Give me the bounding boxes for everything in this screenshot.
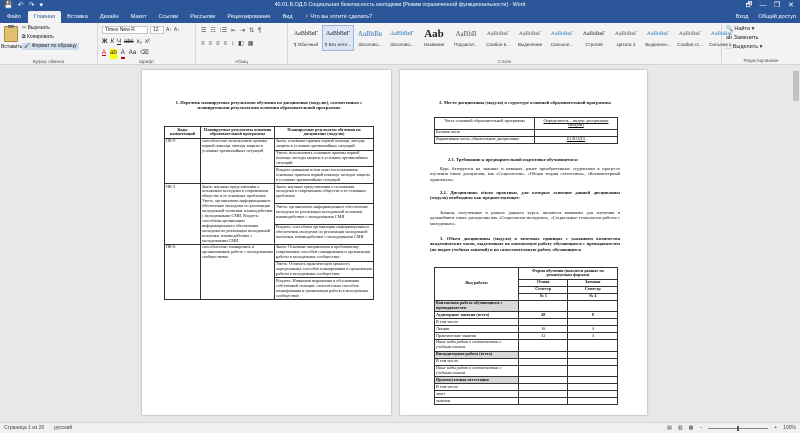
tab-file[interactable]: Файл	[7, 14, 21, 20]
font-color-button[interactable]: A	[121, 49, 125, 59]
program-part-table	[434, 117, 618, 144]
style-name: Заголово...	[358, 42, 382, 47]
table-header: Определитель – индекс дисциплины (модуля)	[535, 118, 618, 130]
page1-heading: 1. Перечень планируемых результатов обучения по дисциплине (модулю), соотнесенных с планируемыми результатами освоения образовательной программы	[175, 100, 363, 111]
align-center-icon[interactable]: ≡	[208, 41, 213, 47]
style-sample: AaBbВвГ	[582, 31, 606, 37]
font-group-label: Шрифт	[138, 59, 155, 64]
style-item[interactable]	[322, 25, 354, 51]
tab-references[interactable]: Ссылки	[158, 14, 179, 20]
table-cell	[568, 358, 618, 365]
learning-result: Уметь: организовать информационное обеспечение молодежи по реализации молодежной политики, взаимодействие с молодежными СМИ	[275, 204, 374, 224]
bullets-icon[interactable]: ☰	[201, 28, 207, 34]
style-item[interactable]	[578, 25, 610, 51]
section-2-2-heading: 2.2. Дисциплины и/или практики, для которых освоение данной дисциплины (модуля) необходимо как предшествующее:	[430, 190, 620, 201]
style-item[interactable]	[418, 25, 450, 51]
zoom-out-icon[interactable]: −	[699, 425, 703, 431]
underline-button[interactable]: Ч	[116, 39, 121, 45]
print-layout-icon[interactable]: ▥	[677, 425, 683, 431]
table-cell: зачет	[435, 391, 519, 398]
style-item[interactable]	[386, 25, 418, 51]
table-cell: 4	[568, 333, 618, 340]
style-sample: AaBbВвГ	[550, 31, 574, 37]
table-cell	[568, 339, 618, 351]
section-2-2-text: Знания, полученные в рамках данного курса, являются важными для изучения в дальнейшем таких дисциплин как «Социология молодежи», «Социальные технологии работы с молодежью».	[430, 210, 620, 226]
style-sample: AaBbВвГ	[486, 31, 510, 37]
table-cell: В том числе:	[435, 358, 519, 365]
highlight-button[interactable]: ab	[110, 49, 117, 59]
tell-me-box[interactable]: ♀ Что вы хотите сделать?	[304, 14, 373, 20]
zoom-slider-knob[interactable]	[737, 426, 739, 431]
style-item[interactable]	[354, 25, 386, 51]
style-sample: AaBbВвГ	[710, 31, 734, 37]
tab-insert[interactable]: Вставка	[67, 14, 88, 20]
style-name: Название	[423, 42, 445, 47]
tab-home[interactable]: Главная	[28, 11, 61, 23]
competency-code: ПК-3	[165, 184, 201, 245]
superscript-button[interactable]: x²	[145, 39, 151, 45]
table-header: Коды компетенций	[165, 127, 201, 139]
table-row	[435, 326, 618, 333]
style-sample: AaBbВвГ	[389, 31, 415, 37]
font-name-select[interactable]: Times New R	[102, 26, 148, 34]
cut-button[interactable]: ✂ Вырезать	[22, 25, 50, 31]
table-cell: Контактная работа обучающихся с преподавателем	[435, 300, 519, 312]
table-row	[435, 377, 618, 384]
style-item[interactable]	[674, 25, 706, 51]
minimize-icon[interactable]: —	[759, 2, 767, 9]
clipboard-group	[0, 23, 98, 65]
align-left-icon[interactable]: ≡	[201, 41, 205, 47]
table-cell	[519, 391, 568, 398]
table-header: Планируемые результаты обучения по дисциплине (модулю)	[275, 127, 374, 139]
table-cell: Внеаудиторная работа (всего)	[435, 351, 519, 358]
paragraph-group	[196, 23, 288, 65]
section-2-heading: 2. Место дисциплины (модуля) в структуре основной образовательной программы	[439, 100, 611, 105]
table-row	[435, 351, 618, 358]
table-cell	[568, 377, 618, 384]
clipboard-group-label: Буфер обмена	[32, 59, 65, 64]
table-cell	[519, 365, 568, 377]
table-row	[435, 300, 618, 312]
table-header: Планируемые результаты освоения образовательной программы	[201, 127, 275, 139]
learning-result: Знать: основные приемы первой помощи, методы защиты в условиях чрезвычайных ситуаций	[275, 138, 374, 150]
table-cell	[568, 391, 618, 398]
workload-table	[434, 267, 618, 405]
undo-icon[interactable]: ↶	[17, 2, 24, 9]
table-row	[165, 138, 374, 150]
vertical-scrollbar[interactable]	[792, 65, 800, 422]
editing-group-label: Редактирование	[743, 58, 779, 63]
style-item[interactable]	[642, 25, 674, 51]
table-cell: Аудиторные занятия (всего)	[435, 312, 519, 319]
style-item[interactable]	[450, 25, 482, 51]
sign-in-link[interactable]: Вход	[735, 14, 749, 20]
style-name: Цитата 2	[616, 42, 636, 47]
replace-button[interactable]: ab Заменить	[726, 35, 759, 41]
borders-icon[interactable]: ▦	[247, 41, 254, 47]
style-name: Выделение	[517, 42, 543, 47]
table-row	[435, 391, 618, 398]
table-cell: Промежуточная аттестация	[435, 377, 519, 384]
table-cell	[519, 339, 568, 351]
tab-view[interactable]: Вид	[282, 14, 293, 20]
zoom-in-icon[interactable]: +	[774, 425, 778, 431]
table-cell	[535, 129, 618, 136]
ribbon-display-icon[interactable]: 🗗	[745, 2, 753, 9]
section-2-1-heading: 2.1. Требования к предварительной подготовке обучающегося:	[448, 157, 579, 162]
table-cell: Лекции	[435, 326, 519, 333]
table-cell: 32	[519, 333, 568, 340]
style-name: ¶ Обычный	[293, 42, 319, 47]
maximize-icon[interactable]: ❐	[773, 2, 781, 9]
style-sample: Aab	[424, 28, 444, 40]
style-item[interactable]	[290, 25, 322, 51]
table-cell	[519, 300, 568, 312]
scroll-thumb[interactable]	[793, 71, 799, 101]
style-sample: AaBbВвГ	[325, 31, 351, 37]
tab-design[interactable]: Дизайн	[99, 14, 119, 20]
learning-result: Уметь: Отличать практическую ценность определенных способов планирования и организации работы в молодежных сообществах	[276, 261, 372, 276]
table-cell: 16	[519, 326, 568, 333]
style-sample: AaBbВвГ	[518, 31, 542, 37]
web-layout-icon[interactable]: ▦	[688, 425, 694, 431]
style-item[interactable]	[610, 25, 642, 51]
table-row	[435, 365, 618, 377]
table-header: № 1	[519, 293, 568, 300]
table-cell	[519, 384, 568, 391]
document-page-2[interactable]	[400, 70, 647, 415]
style-name: Строгий	[585, 42, 603, 47]
table-cell: Вариативная часть, обязательные дисциплины	[435, 136, 535, 143]
table-header: Форма обучения (вносятся данные по реализуемым формам)	[519, 268, 618, 280]
section-3-heading: 3. Объем дисциплины (модуля) в зачетных единицах с указанием количества академических часов, выделенных на контактную работу обучающихся с преподавателем (по видам учебных занятий) и на самостоятельную работу обучающихся	[430, 236, 620, 252]
table-header: № 4	[568, 293, 618, 300]
select-button[interactable]: ⬚ Выделить ▾	[726, 44, 763, 50]
style-name: Сильная с...	[709, 42, 735, 47]
sort-icon[interactable]: ⇅	[249, 28, 255, 34]
increase-indent-icon[interactable]: ⇥	[240, 28, 246, 34]
style-sample: AaBbВвГ	[678, 31, 702, 37]
style-name: Сильное...	[550, 42, 574, 47]
subscript-button[interactable]: x₂	[136, 39, 143, 45]
tab-review[interactable]: Рецензирование	[227, 14, 271, 20]
close-icon[interactable]: ✕	[788, 2, 794, 9]
paste-button[interactable]: Вставить	[1, 44, 23, 50]
decrease-indent-icon[interactable]: ⇤	[231, 28, 237, 34]
numbering-icon[interactable]: ☷	[210, 28, 216, 34]
table-cell: Иные виды работ в соответствии с учебным планом	[435, 339, 519, 351]
competency-code: ПК-6	[165, 244, 201, 299]
styles-group-label: Стили	[497, 59, 512, 64]
document-title: 40.01.В.ОД.5 Социальная безопасность молодежи [Режим ограниченной функциональности] - Word	[274, 2, 526, 8]
style-sample: AaBbВ	[455, 30, 477, 38]
tab-mailings[interactable]: Рассылки	[190, 14, 216, 20]
change-case-button[interactable]: Aa	[128, 50, 137, 56]
learning-result: Владеть: Навыками выражения и обоснования собственной позиции, относительно способов планирования и организации работы в молодежных сообществах	[275, 278, 374, 300]
document-page-1[interactable]	[142, 70, 391, 415]
table-cell	[519, 351, 568, 358]
style-sample: AaBbВвГ	[614, 31, 638, 37]
table-header: Семестр	[519, 286, 568, 293]
learning-result: Уметь: использовать основные приемы первой помощи, методы защиты в условиях чрезвычайных ситуаций	[275, 150, 374, 167]
section-2-1-text: Курс базируется на знаниях и навыках, ранее приобретенных студентами в процессе изучения таких дисциплин, как «Социология», «Общая теория статистики», «Компьютерный практикум».	[430, 166, 620, 182]
table-cell: Иные виды работ в соответствии с учебным планом	[435, 365, 519, 377]
table-row	[435, 339, 618, 351]
style-sample: AaBbВвГ	[293, 31, 319, 37]
style-item[interactable]	[482, 25, 514, 51]
grow-font-icon[interactable]: A↑	[166, 27, 172, 33]
learning-result: Владеть навыками и/или опыт использования основных приемов первой помощи, методов защиты в условиях чрезвычайных ситуаций	[275, 167, 374, 184]
format-painter-button[interactable]: 🖌 Формат по образцу	[24, 43, 77, 49]
learning-result: Знать: научные представления о положении молодежи в современном обществе и ее основных проблемах	[275, 184, 374, 204]
style-name: ¶ Без инте...	[324, 42, 352, 47]
ribbon-tabs-bar	[0, 11, 800, 23]
table-row	[435, 312, 618, 319]
page-count-status[interactable]: Страница 1 из 20	[4, 425, 45, 431]
table-cell	[568, 300, 618, 312]
tab-layout[interactable]: Макет	[130, 14, 147, 20]
justify-icon[interactable]: ≡	[223, 41, 228, 47]
style-name: Подзагол...	[454, 42, 478, 47]
style-sample: AaBbВвГ	[646, 31, 670, 37]
table-header: Заочная	[568, 279, 618, 286]
table-cell: 8	[568, 312, 618, 319]
table-cell	[519, 377, 568, 384]
save-icon[interactable]: 💾	[4, 2, 13, 9]
line-spacing-icon[interactable]: ↕	[231, 41, 235, 47]
paragraph-group-label: Абзац	[235, 59, 248, 64]
title-bar	[0, 0, 800, 11]
competency-plan: способностью планировать и организовывать работу с молодежными сообществами	[201, 244, 275, 299]
table-cell: 4	[568, 326, 618, 333]
shrink-font-icon[interactable]: A↓	[173, 27, 180, 33]
style-name: Слабое в...	[486, 42, 510, 47]
table-cell	[568, 384, 618, 391]
table-header: Часть основной образовательной программы	[435, 118, 535, 130]
font-size-select[interactable]: 12	[150, 26, 164, 34]
style-name: Слабая сс...	[677, 42, 703, 47]
show-marks-icon[interactable]: ¶	[258, 28, 262, 34]
table-row	[435, 333, 618, 340]
italic-button[interactable]: К	[110, 39, 114, 45]
table-header: Семестр	[568, 286, 618, 293]
read-mode-icon[interactable]: ▤	[667, 425, 672, 431]
ribbon	[0, 23, 800, 65]
styles-gallery	[290, 25, 738, 51]
table-row	[435, 398, 618, 405]
competency-plan: Знать: научные представления о положении молодежи в современном обществе и ее основных проблемах. Уметь: организовать информационное обеспечение молодежи по реализации молодежной политики, взаимодействие с молодежными СМИ. Владеть: способами организации информационного обеспечения молодежи по реализации молодежной политики, взаимодействие с молодежными СМИ	[202, 183, 273, 243]
font-group	[98, 23, 196, 65]
table-cell	[568, 319, 618, 326]
zoom-level[interactable]: 100%	[783, 425, 796, 431]
table-cell: экзамен	[435, 398, 519, 405]
table-header: Вид работы	[435, 268, 519, 301]
status-bar	[0, 422, 800, 433]
find-button[interactable]: 🔍 Найти ▾	[726, 26, 755, 32]
paste-icon[interactable]	[4, 26, 18, 42]
table-row	[435, 384, 618, 391]
table-cell: В том числе:	[435, 384, 519, 391]
table-cell	[519, 398, 568, 405]
bold-button[interactable]: Ж	[102, 39, 108, 45]
competency-code: ОК-9	[165, 138, 201, 183]
text-effects-button[interactable]: A	[102, 50, 107, 56]
style-name: Заголово...	[390, 42, 414, 47]
strikethrough-button[interactable]: abc	[123, 39, 134, 45]
table-cell	[568, 365, 618, 377]
table-cell	[568, 398, 618, 405]
table-cell	[568, 351, 618, 358]
shading-icon[interactable]: ◧	[238, 41, 244, 47]
style-sample: AaBbВв	[357, 30, 383, 38]
table-row	[165, 184, 374, 204]
competencies-table	[164, 126, 374, 300]
clear-formatting-icon[interactable]: ⌫	[140, 50, 149, 56]
align-right-icon[interactable]: ≡	[216, 41, 220, 47]
window-controls	[742, 0, 798, 11]
multilevel-icon[interactable]: ⁝☰	[219, 28, 228, 34]
competency-plan: способностью использовать приемы первой помощи, методы защиты в условиях чрезвычайных ситуаций	[201, 138, 275, 183]
table-cell: Б1.В.ОД.5	[535, 136, 618, 143]
copy-button[interactable]: ⧉ Копировать	[22, 34, 54, 40]
style-name: Выделенн...	[645, 42, 671, 47]
learning-result: Знать: Основные направления и проблематику современных способов планирования и организации работы в молодежных сообществах	[275, 244, 374, 261]
table-row	[435, 358, 618, 365]
table-row	[435, 319, 618, 326]
redo-icon[interactable]: ↷	[28, 2, 35, 9]
customize-qat-icon[interactable]: ▾	[39, 2, 43, 9]
table-cell	[519, 358, 568, 365]
table-cell: 48	[519, 312, 568, 319]
table-header: Очная	[519, 279, 568, 286]
share-button[interactable]: Общий доступ	[758, 14, 796, 20]
table-cell	[519, 319, 568, 326]
table-cell: В том числе:	[435, 319, 519, 326]
style-item[interactable]	[546, 25, 578, 51]
table-row	[165, 244, 374, 261]
language-status[interactable]: русский	[54, 425, 73, 431]
zoom-slider[interactable]	[708, 428, 768, 429]
editing-group	[726, 25, 762, 52]
table-cell: Базовая часть	[435, 129, 535, 136]
learning-result: Владеть: способами организации информационного обеспечения молодежи по реализации молодежной политики, взаимодействие с молодежными СМИ	[275, 224, 374, 244]
style-item[interactable]	[514, 25, 546, 51]
table-cell: Практические занятия	[435, 333, 519, 340]
